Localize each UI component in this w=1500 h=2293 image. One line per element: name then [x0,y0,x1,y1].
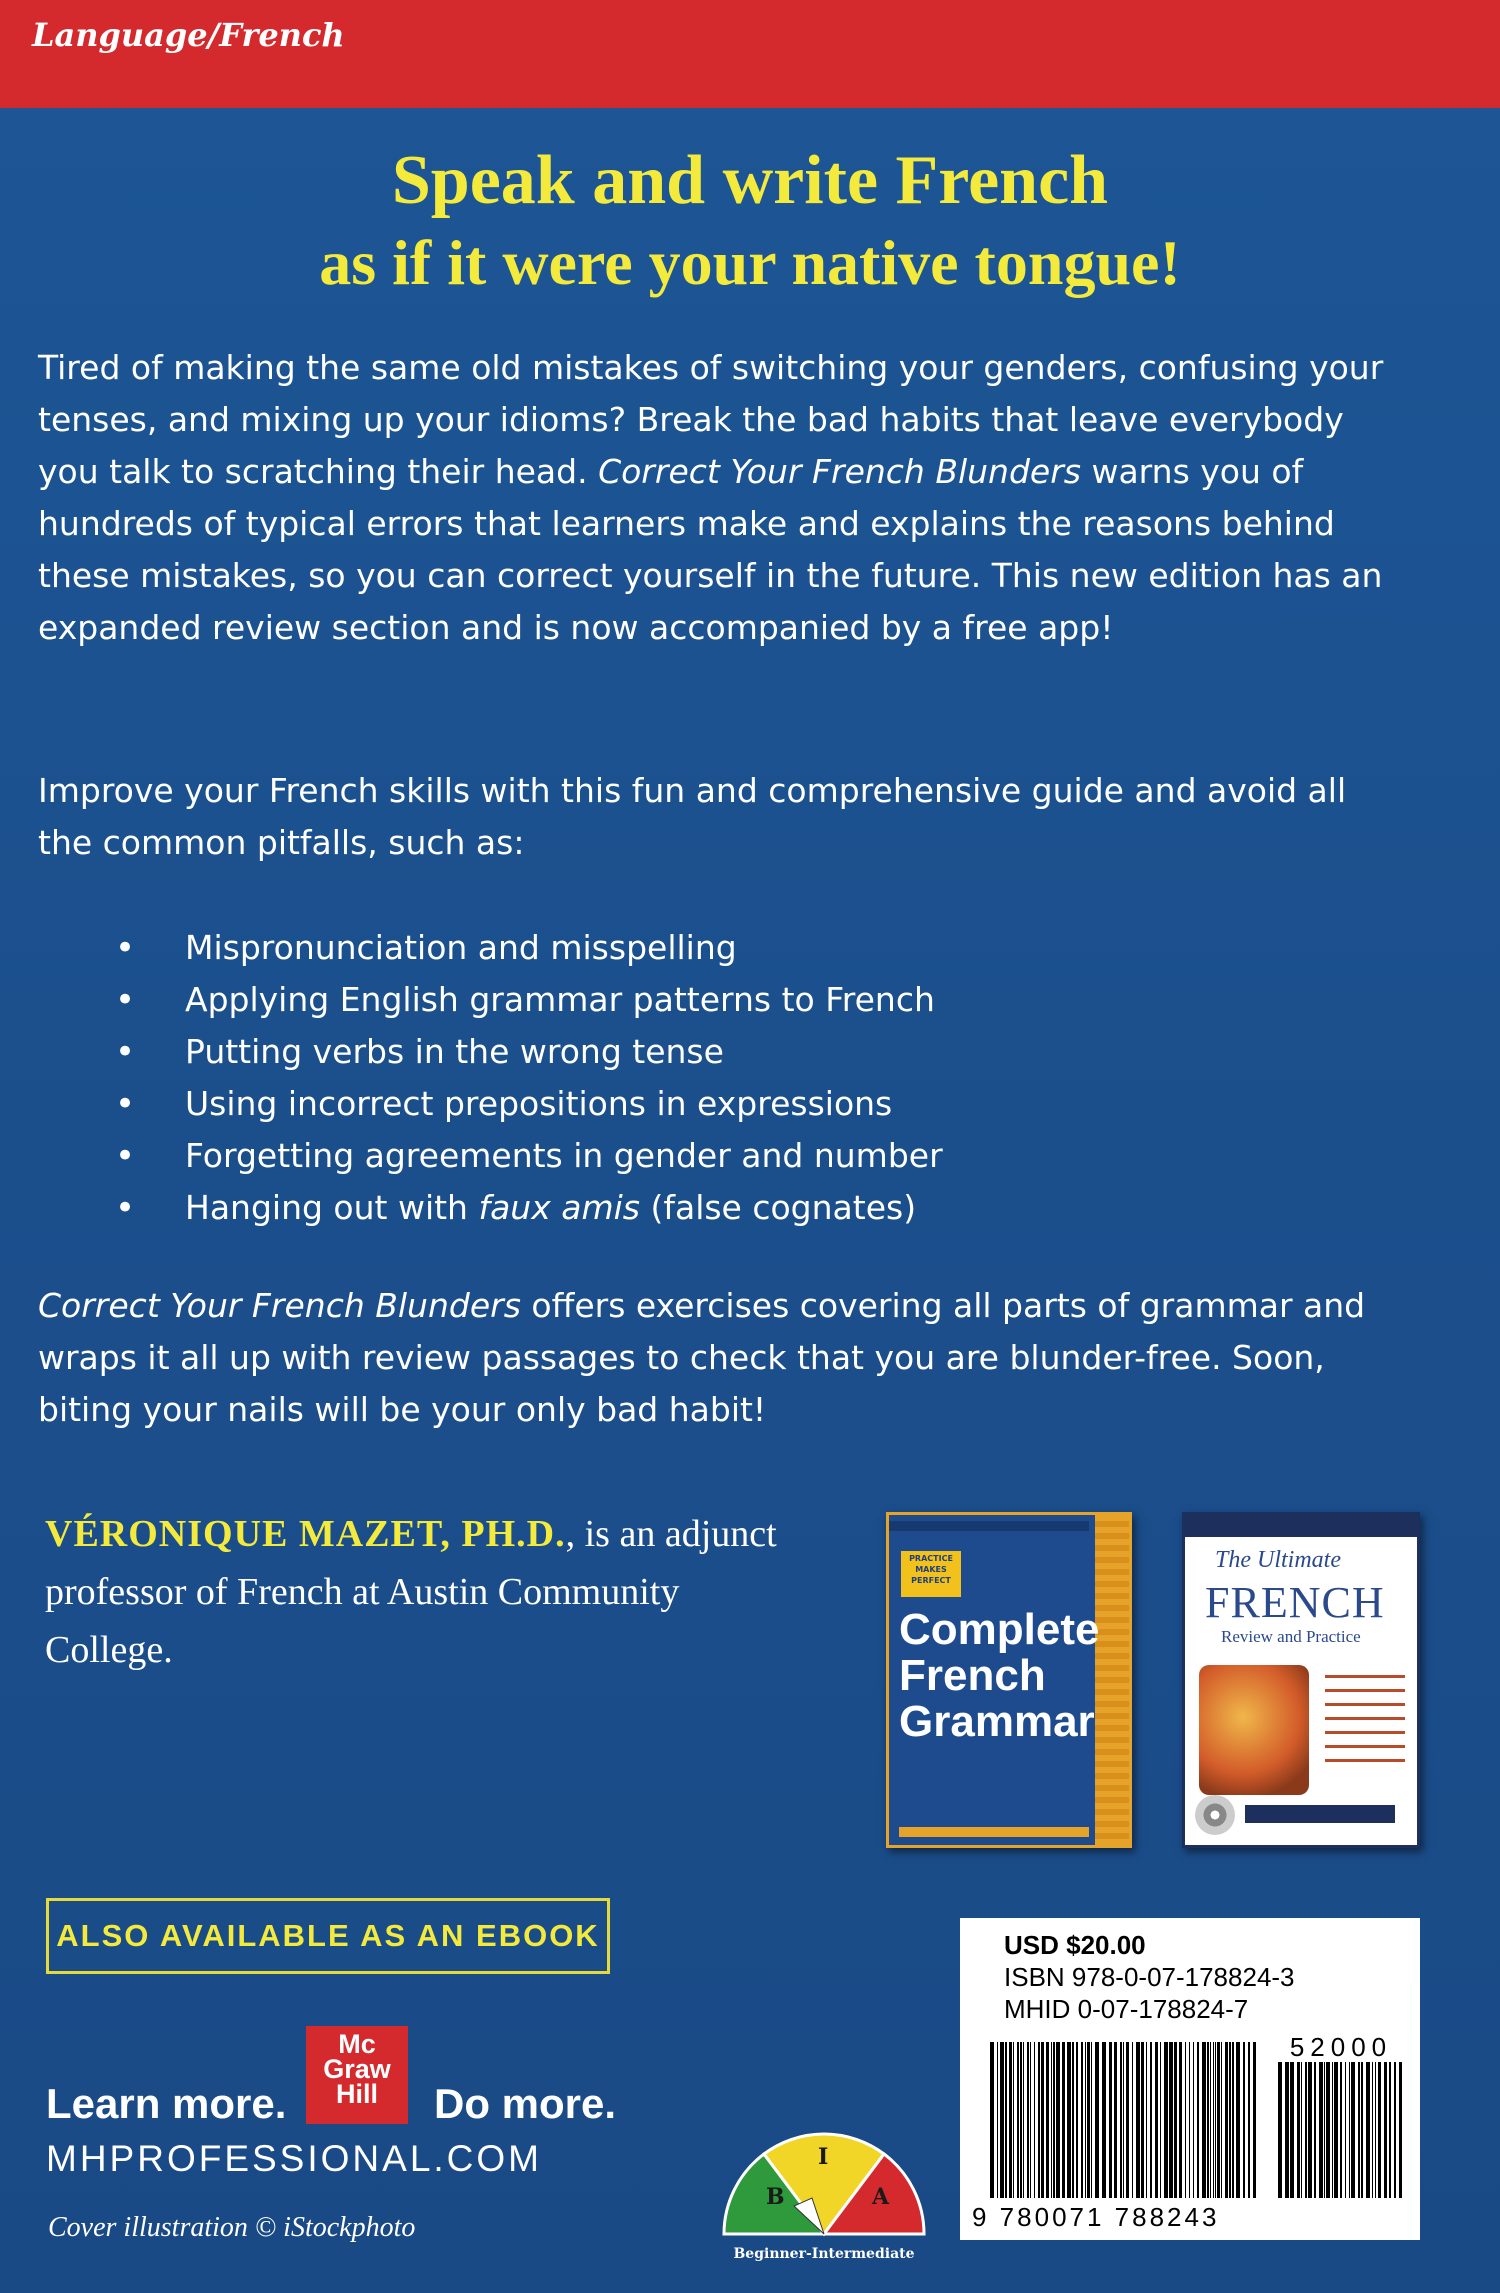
cover-bottom-band [899,1827,1089,1837]
barcode-bar [1189,2042,1190,2198]
ebook-notice: ALSO AVAILABLE AS AN EBOOK [46,1898,610,1974]
level-label: Beginner-Intermediate [733,2246,915,2262]
barcode-bar [1136,2042,1140,2198]
cover-footer-band [1245,1805,1395,1823]
cd-rom-icon [1195,1795,1235,1835]
barcode-bar [990,2042,994,2198]
barcode-number: 9 780071 788243 [972,2202,1220,2232]
intro-paragraph [38,342,1408,654]
barcode-bar [1141,2042,1144,2198]
headline-line-2: as if it were your native tongue! [319,227,1181,298]
barcode-bar [1378,2062,1381,2198]
logo-line: Hill [335,2079,378,2109]
barcode-bar [1009,2042,1012,2198]
barcode-bar [1000,2042,1004,2198]
barcode-bar [1210,2042,1211,2198]
barcode-bar [1305,2062,1307,2198]
barcode-bar [1202,2042,1206,2198]
barcode-bar [1215,2042,1216,2198]
barcode-bar [1197,2042,1199,2198]
intro-book-title: Correct Your French Blunders [598,452,1081,491]
improve-paragraph: Improve your French skills with this fun and comprehensive guide and avoid all the common pitfalls, such as: [38,771,1347,862]
mcgraw-hill-logo [306,2026,408,2124]
barcode-bar [1345,2062,1346,2198]
barcode-bar [1366,2062,1370,2198]
barcode-bar [1349,2062,1350,2198]
barcode-bar [1308,2062,1312,2198]
barcode-bar [1005,2042,1007,2198]
pitfall-item: • Putting verbs in the wrong tense [115,1026,943,1078]
barcode-bar [1023,2042,1024,2198]
barcode-bar [1017,2042,1019,2198]
barcode-bar [1221,2042,1222,2198]
related-book-subtitle: Review and Practice [1221,1627,1361,1646]
barcode-bar [1285,2062,1289,2198]
headline [0,140,1500,304]
barcode-bar [1319,2062,1323,2198]
barcode-bar [1185,2042,1186,2198]
barcode-bar [1053,2042,1055,2198]
barcode-bar [1038,2042,1040,2198]
closing-paragraph [38,1280,1408,1436]
intro-text-1: Tired of making the same old mistakes of switching your genders, confusing your tenses, and mixing up your idioms? Break the bad habits that leave everybody you talk to scratching their head. [38,348,1384,491]
publisher-website: MHPROFESSIONAL.COM [46,2138,542,2179]
barcode-bar [1301,2062,1302,2198]
cover-text-lines [1325,1675,1405,1765]
barcode-bar [1160,2042,1161,2198]
barcode-bar [1056,2042,1060,2198]
cover-side-strip [1095,1515,1129,1845]
barcode-bar [1314,2062,1316,2198]
price: USD $20.00 [1004,1930,1146,1960]
category-label: Language/French [32,16,345,54]
category-band [0,0,1500,108]
pitfall-item: • Forgetting agreements in gender and number [115,1130,943,1182]
cover-illustration [1199,1665,1309,1795]
barcode-bar [997,2042,998,2198]
barcode-bar [1243,2042,1245,2198]
pitfall-item: • Using incorrect prepositions in expressions [115,1078,943,1130]
barcode-bar [1278,2062,1282,2198]
logo-line: Mc [338,2029,376,2059]
related-book-title [899,1607,1099,1745]
author-name: VÉRONIQUE MAZET, PH.D. [45,1513,566,1555]
barcode-bar [1013,2042,1014,2198]
barcode-bar [1229,2042,1231,2198]
barcode-bar [1375,2062,1376,2198]
barcode-bar [1091,2042,1092,2198]
barcode-bar [1085,2042,1086,2198]
related-book-title-script: The Ultimate [1215,1547,1341,1573]
barcode-bar [1169,2042,1173,2198]
barcode-bar [1150,2042,1152,2198]
mhid: MHID 0-07-178824-7 [1004,1994,1249,2024]
barcode-bar [1351,2062,1355,2198]
barcode-bar [1087,2042,1090,2198]
barcode-bar [1399,2062,1402,2198]
barcode-bar [1027,2042,1029,2198]
barcode-bar [1334,2062,1338,2198]
retail-info-box [960,1918,1420,2240]
level-letter-b: B [766,2184,785,2210]
closing-book-title: Correct Your French Blunders [38,1286,521,1325]
barcode-bar [1236,2042,1240,2198]
title-line: French [899,1651,1046,1700]
barcode-bar [1020,2042,1022,2198]
barcode-bar [1248,2042,1250,2198]
barcode-bar [1041,2042,1044,2198]
level-gauge-icon [714,2094,934,2244]
barcode-bar [1358,2062,1360,2198]
barcode-bar [1062,2042,1065,2198]
closing-text: offers exercises covering all parts of grammar and wraps it all up with review passages to check that you are blunder-free. Soon, biting your nails will be your only bad habit! [38,1286,1366,1429]
pitfall-text-after: (false cognates) [639,1188,917,1227]
headline-line-1: Speak and write French [391,142,1109,219]
pitfall-item: • Applying English grammar patterns to French [115,974,943,1026]
barcode-bar [1051,2042,1052,2198]
barcode-bar [1389,2062,1391,2198]
barcode-bar [1126,2042,1129,2198]
cover-credit: Cover illustration © iStockphoto [48,2212,416,2243]
barcode-bar [1095,2042,1099,2198]
barcode-bar [1030,2042,1031,2198]
barcode-bar [1034,2042,1035,2198]
title-line: Grammar [899,1697,1095,1746]
barcode-bar [1114,2042,1117,2198]
barcode-bar [1102,2042,1106,2198]
barcode-bar [1164,2042,1168,2198]
barcode-bar [1332,2062,1333,2198]
barcode-bar [1340,2062,1342,2198]
barcode-bar [1193,2042,1194,2198]
barcode-bar [1132,2042,1133,2198]
pitfall-item: • Mispronunciation and misspelling [115,922,943,974]
isbn-barcode-icon [990,2042,1260,2198]
barcode-bar [1225,2042,1228,2198]
price-barcode-icon [1278,2062,1404,2198]
learn-more-slogan: Learn more. [46,2080,287,2127]
author-description: , is an adjunct professor of French at Austin Community College. [45,1513,777,1671]
barcode-bar [1394,2062,1396,2198]
barcode-bar [1081,2042,1083,2198]
author-bio [45,1505,805,1679]
barcode-bar [1384,2062,1387,2198]
barcode-bar [1290,2062,1294,2198]
pitfalls-list [115,922,943,1234]
barcode-bar [1046,2042,1049,2198]
series-badge: PRACTICE MAKES PERFECT [901,1551,961,1597]
barcode-bar [1372,2062,1373,2198]
barcode-bar [1179,2042,1182,2198]
barcode-bar [1174,2042,1177,2198]
level-letter-i: I [818,2144,829,2170]
barcode-bar [1123,2042,1124,2198]
intro-text-2: warns you of hundreds of typical errors that learners make and explains the reasons behind these mistakes, so you can correct yourself in the future. This new edition has an expanded review section and is now accompanied by a free app! [38,452,1383,647]
pitfall-text-before: Hanging out with [185,1188,479,1227]
barcode-bar [1361,2062,1363,2198]
pitfall-text-italic: faux amis [478,1188,640,1227]
related-book-title-main: FRENCH [1205,1578,1385,1627]
cover-top-band [1185,1515,1417,1537]
price-addon-code: 52000 [1289,2032,1393,2062]
barcode-bar [1146,2042,1147,2198]
barcode-bar [1297,2062,1300,2198]
barcode-bar [1232,2042,1234,2198]
related-book-ultimate-french [1182,1512,1420,1848]
title-line: Complete [899,1605,1100,1654]
level-letter-a: A [872,2184,890,2210]
cover-top-band [889,1521,1089,1531]
logo-line: Graw [323,2054,391,2084]
barcode-bar [1324,2062,1325,2198]
related-book-complete-french-grammar [886,1512,1132,1848]
pitfall-item [115,1182,943,1234]
barcode-bar [1213,2042,1214,2198]
barcode-bar [1072,2042,1074,2198]
barcode-bar [1326,2062,1330,2198]
barcode-bar [1076,2042,1078,2198]
do-more-slogan: Do more. [434,2080,617,2127]
barcode-bar [1207,2042,1209,2198]
barcode-bar [1109,2042,1112,2198]
barcode-bar [1217,2042,1220,2198]
barcode-bar [1120,2042,1122,2198]
barcode-bar [1067,2042,1071,2198]
barcode-bar [1155,2042,1158,2198]
isbn: ISBN 978-0-07-178824-3 [1004,1962,1295,1992]
barcode-bar [1253,2042,1256,2198]
